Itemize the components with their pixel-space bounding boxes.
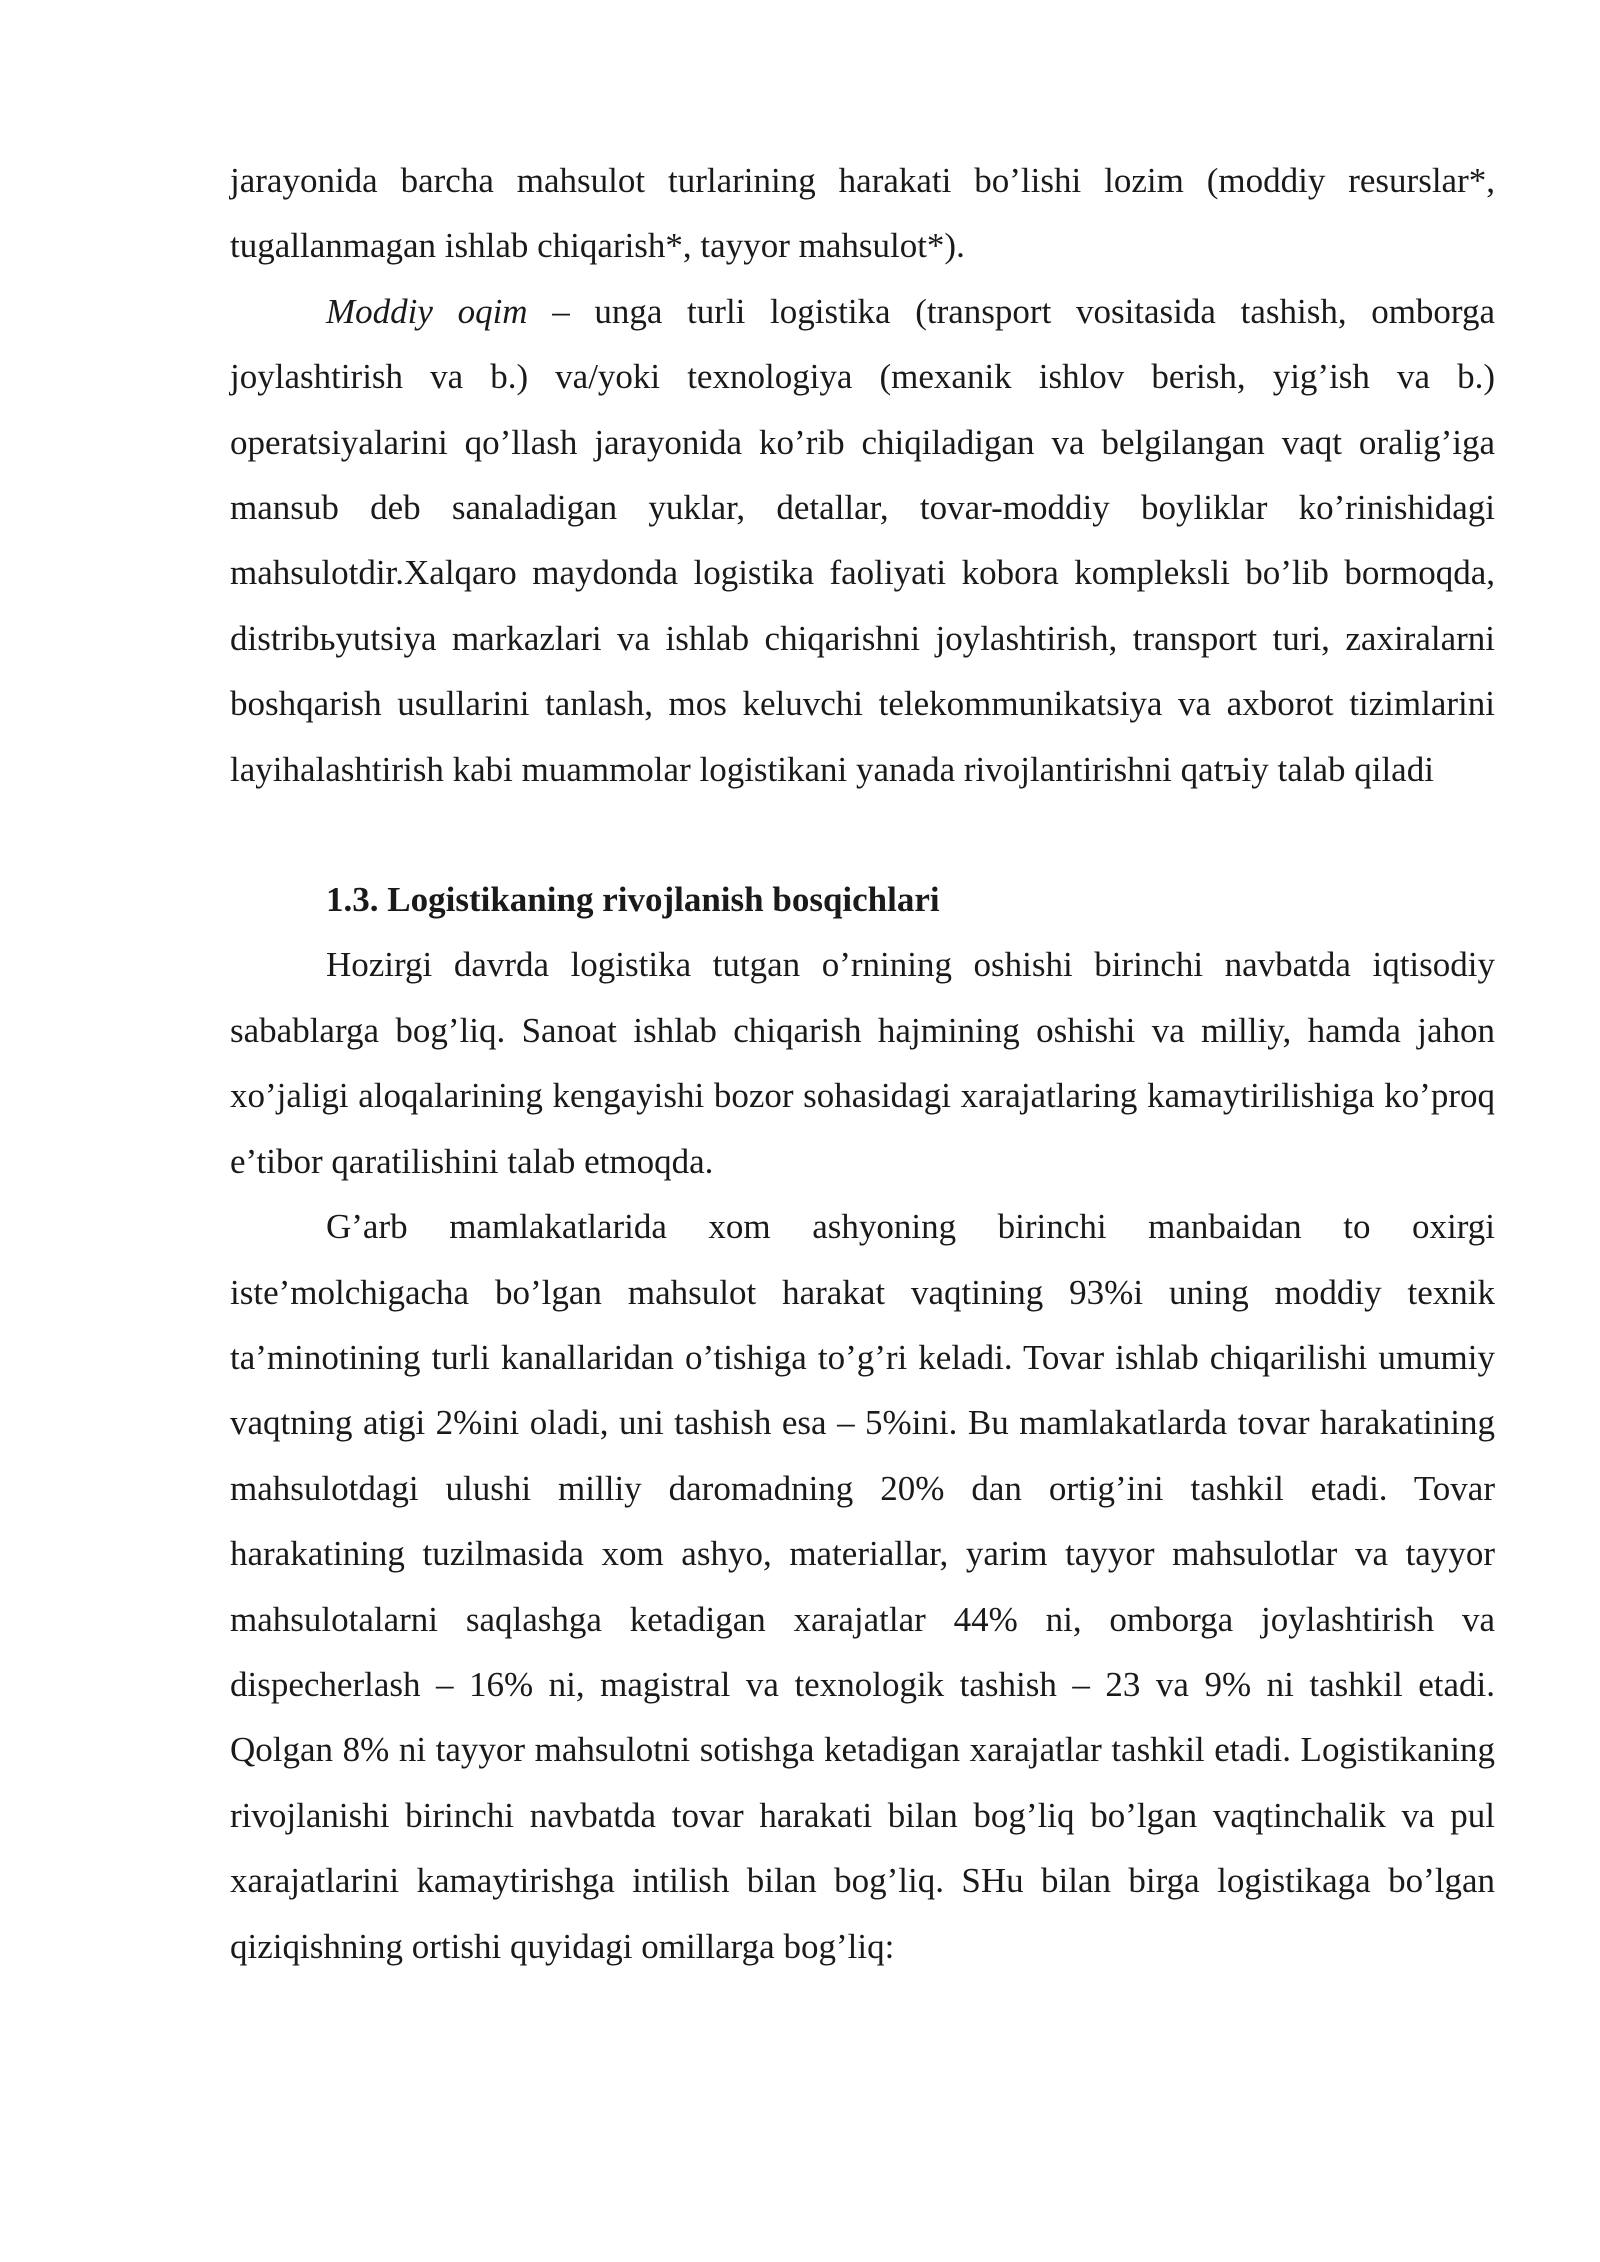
paragraph-1: jarayonida barcha mahsulot turlarining harakati bo’lishi lozim (moddiy resurslar*, tugallanmagan ishlab chiqarish*, tayyor mahsulot*). bbox=[230, 161, 1495, 266]
section-heading: 1.3. Logistikaning rivojlanish bosqichlari bbox=[326, 880, 940, 920]
term-moddiy-oqim: Moddiy oqim bbox=[326, 291, 528, 331]
paragraph-3: Hozirgi davrda logistika tutgan o’rnining oshishi birinchi navbatda iqtisodiy sabablarga bog’liq. Sanoat ishlab chiqarish hajmining oshishi va milliy, hamda jahon xo’jaligi aloqalarining kengayishi bozor sohasidagi xarajatlaring kamaytirilishiga ko’proq e’tibor qaratilishini talab etmoqda. bbox=[230, 945, 1495, 1181]
paragraph-2 bbox=[230, 279, 1495, 802]
paragraph-4: G’arb mamlakatlarida xom ashyoning birinchi manbaidan to oxirgi iste’molchigacha bo’lgan mahsulot harakat vaqtining 93%i uning moddiy texnik ta’minotining turli kanallaridan o’tishiga to’g’ri keladi. Tovar ishlab chiqarilishi umumiy vaqtning atigi 2%ini oladi, uni tashish esa – 5%ini. Bu mamlakatlarda tovar harakatining mahsulotdagi ulushi milliy daromadning 20% dan ortig’ini tashkil etadi. Tovar harakatining tuzilmasida xom ashyo, materiallar, yarim tayyor mahsulotlar va tayyor mahsulotalarni saqlashga ketadigan xarajatlar 44% ni, omborga joylashtirish va dispecherlash – 16% ni, magistral va texnologik tashish – 23 va 9% ni tashkil etadi. Qolgan 8% ni tayyor mahsulotni sotishga ketadigan xarajatlar tashkil etadi. Logistikaning rivojlanishi birinchi navbatda tovar harakati bilan bog’liq bo’lgan vaqtinchalik va pul xarajatlarini kamaytirishga intilish bilan bog’liq. SHu bilan birga logistikaga bo’lgan qiziqishning ortishi quyidagi omillarga bog’liq: bbox=[230, 1207, 1495, 1966]
paragraph-2-text: – unga turli logistika (transport vositasida tashish, omborga joylashtirish va b.) va/yoki texnologiya (mexanik ishlov berish, yig’ish va b.) operatsiyalarini qo’llash jarayonida ko’rib chiqiladigan va belgilangan vaqt oralig’iga mansub deb sanaladigan yuklar, detallar, tovar-moddiy boyliklar ko’rinishidagi mahsulotdir.Xalqaro maydonda logistika faoliyati kobora kompleksli bo’lib bormoqda, distribьyutsiya markazlari va ishlab chiqarishni joylashtirish, transport turi, zaxiralarni boshqarish usullarini tanlash, mos keluvchi telekommunikatsiya va axborot tizimlarini layihalashtirish kabi muammolar logistikani yanada rivojlantirishni qatъiy talab qiladi bbox=[230, 291, 1495, 789]
document-page bbox=[230, 148, 1495, 1979]
